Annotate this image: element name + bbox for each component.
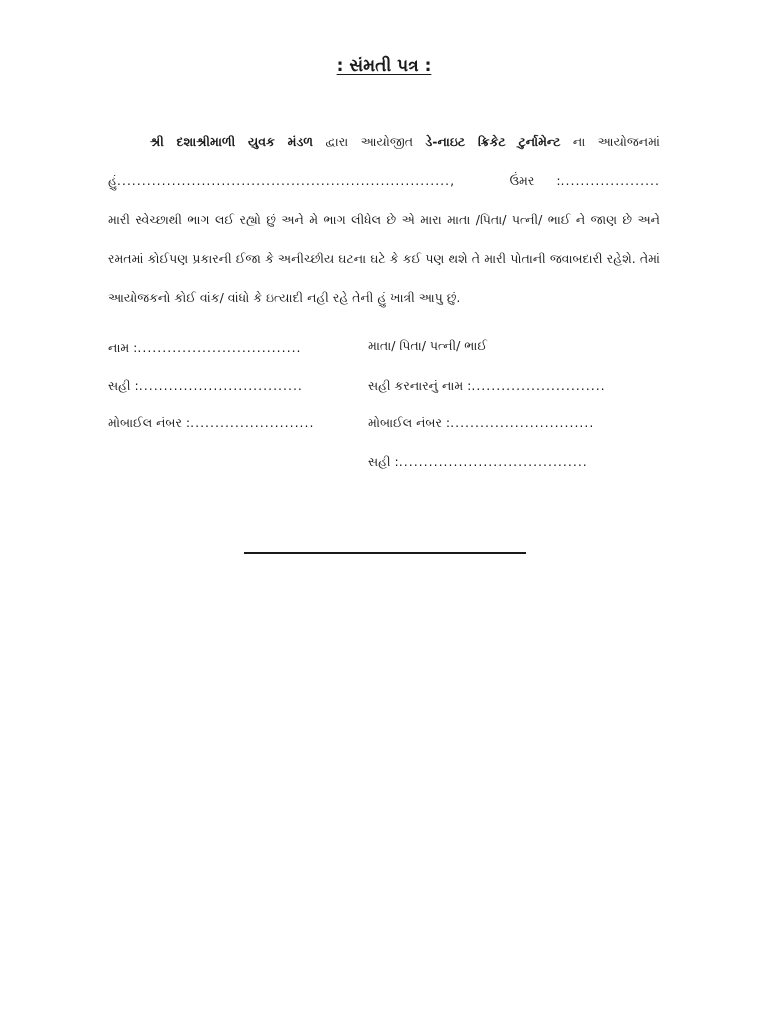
paragraph-line-2	[108, 161, 660, 200]
self-prefix: હું	[108, 173, 117, 188]
age-label: ઉંમર	[509, 173, 535, 188]
participant-mobile-label: મોબાઈલ નંબર :	[108, 415, 191, 430]
guardian-mobile-label: મોબાઈલ નંબર :	[368, 415, 451, 430]
bottom-divider-line	[244, 552, 526, 554]
participant-mobile-row	[108, 415, 314, 431]
guardian-mobile-row	[368, 415, 594, 431]
participant-signature-blank: .................................	[138, 378, 303, 393]
signer-name-label: સહી કરનારનું નામ :	[368, 378, 472, 393]
paragraph-line-3: મારી સ્વેચ્છાથી ભાગ લઈ રહ્યો છું અને મે ભાગ લીધેલ છે એ મારા માતા /પિતા/ પત્ની/ ભાઈ ને જાણ છે અને	[108, 212, 660, 227]
paragraph-line-1	[108, 122, 660, 161]
in-organization-text: ના આયોજનમાં	[572, 134, 660, 149]
participant-signature-label: સહી :	[108, 378, 139, 393]
signer-name-row	[368, 378, 606, 394]
participant-signature-row	[108, 378, 303, 394]
paragraph-line-4: રમતમાં કોઈપણ પ્રકારની ઈજા કે અનીચ્છીય ઘટના ઘટે કે કઈ પણ થશે તે મારી પોતાની જવાબદારી રહેશે. તેમાં	[108, 251, 660, 266]
paragraph-line-5: આયોજકનો કોઈ વાંક/ વાંધો કે ઇત્યાદી નહી રહે તેની હું ખાત્રી આપુ છું.	[108, 290, 461, 305]
participant-mobile-blank: .........................	[190, 415, 315, 430]
organization-name: શ્રી દશાશ્રીમાળી યુવક મંડળ	[150, 134, 314, 149]
age-colon: :	[556, 173, 561, 188]
signer-name-blank: ...........................	[471, 378, 606, 393]
guardian-mobile-blank: .............................	[450, 415, 595, 430]
guardian-signature-row	[368, 454, 588, 470]
guardian-heading-row	[368, 338, 487, 354]
page-title: : સંમતી પત્ર :	[336, 56, 432, 76]
name-blank: ...................................................................,	[116, 173, 456, 188]
participant-name-blank: .................................	[137, 340, 302, 355]
guardian-signature-blank: ......................................	[398, 454, 588, 469]
guardian-signature-label: સહી :	[368, 454, 399, 469]
consent-paragraph	[108, 122, 660, 317]
participant-name-label: નામ :	[108, 340, 138, 355]
guardian-heading-label: માતા/ પિતા/ પત્ની/ ભાઈ	[368, 338, 488, 353]
participant-name-row	[108, 340, 302, 356]
age-blank: ....................	[560, 173, 660, 188]
organized-by-text: દ્વારા આયોજીત	[325, 134, 413, 149]
tournament-name: ડે-નાઇટ ક્રિકેટ ટુર્નામેન્ટ	[425, 134, 561, 149]
